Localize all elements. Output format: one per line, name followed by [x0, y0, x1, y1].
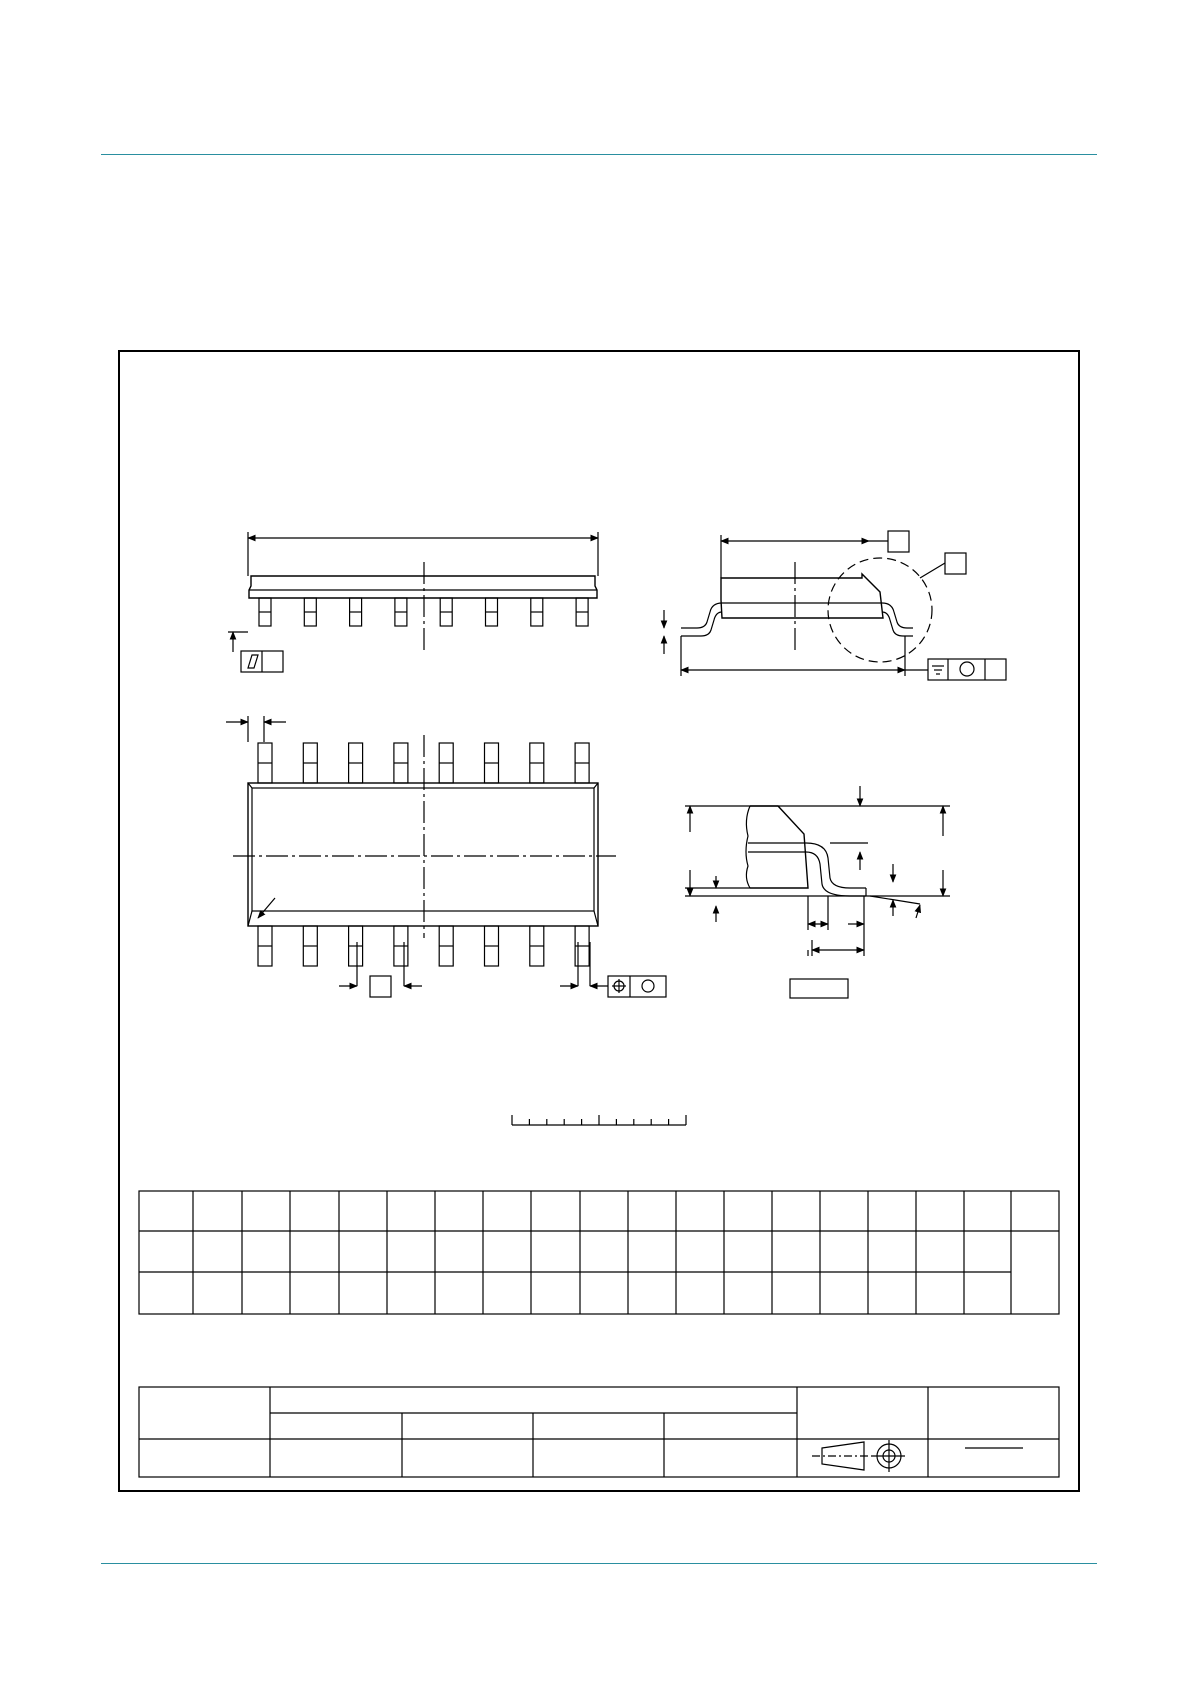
- detail-callout-frame: [945, 553, 966, 574]
- end-view: [664, 531, 1006, 680]
- detail-label-frame: [790, 979, 848, 998]
- dimension-table: [139, 1191, 1059, 1314]
- package-body-top: [248, 783, 598, 926]
- top-view: [226, 716, 666, 997]
- side-view: [228, 532, 598, 672]
- detail-view: [685, 786, 950, 998]
- scale-bar: [512, 1115, 686, 1125]
- title-block: [139, 1387, 1059, 1477]
- pitch-dim-frame: [370, 976, 391, 997]
- datum-frame-a: [888, 531, 909, 552]
